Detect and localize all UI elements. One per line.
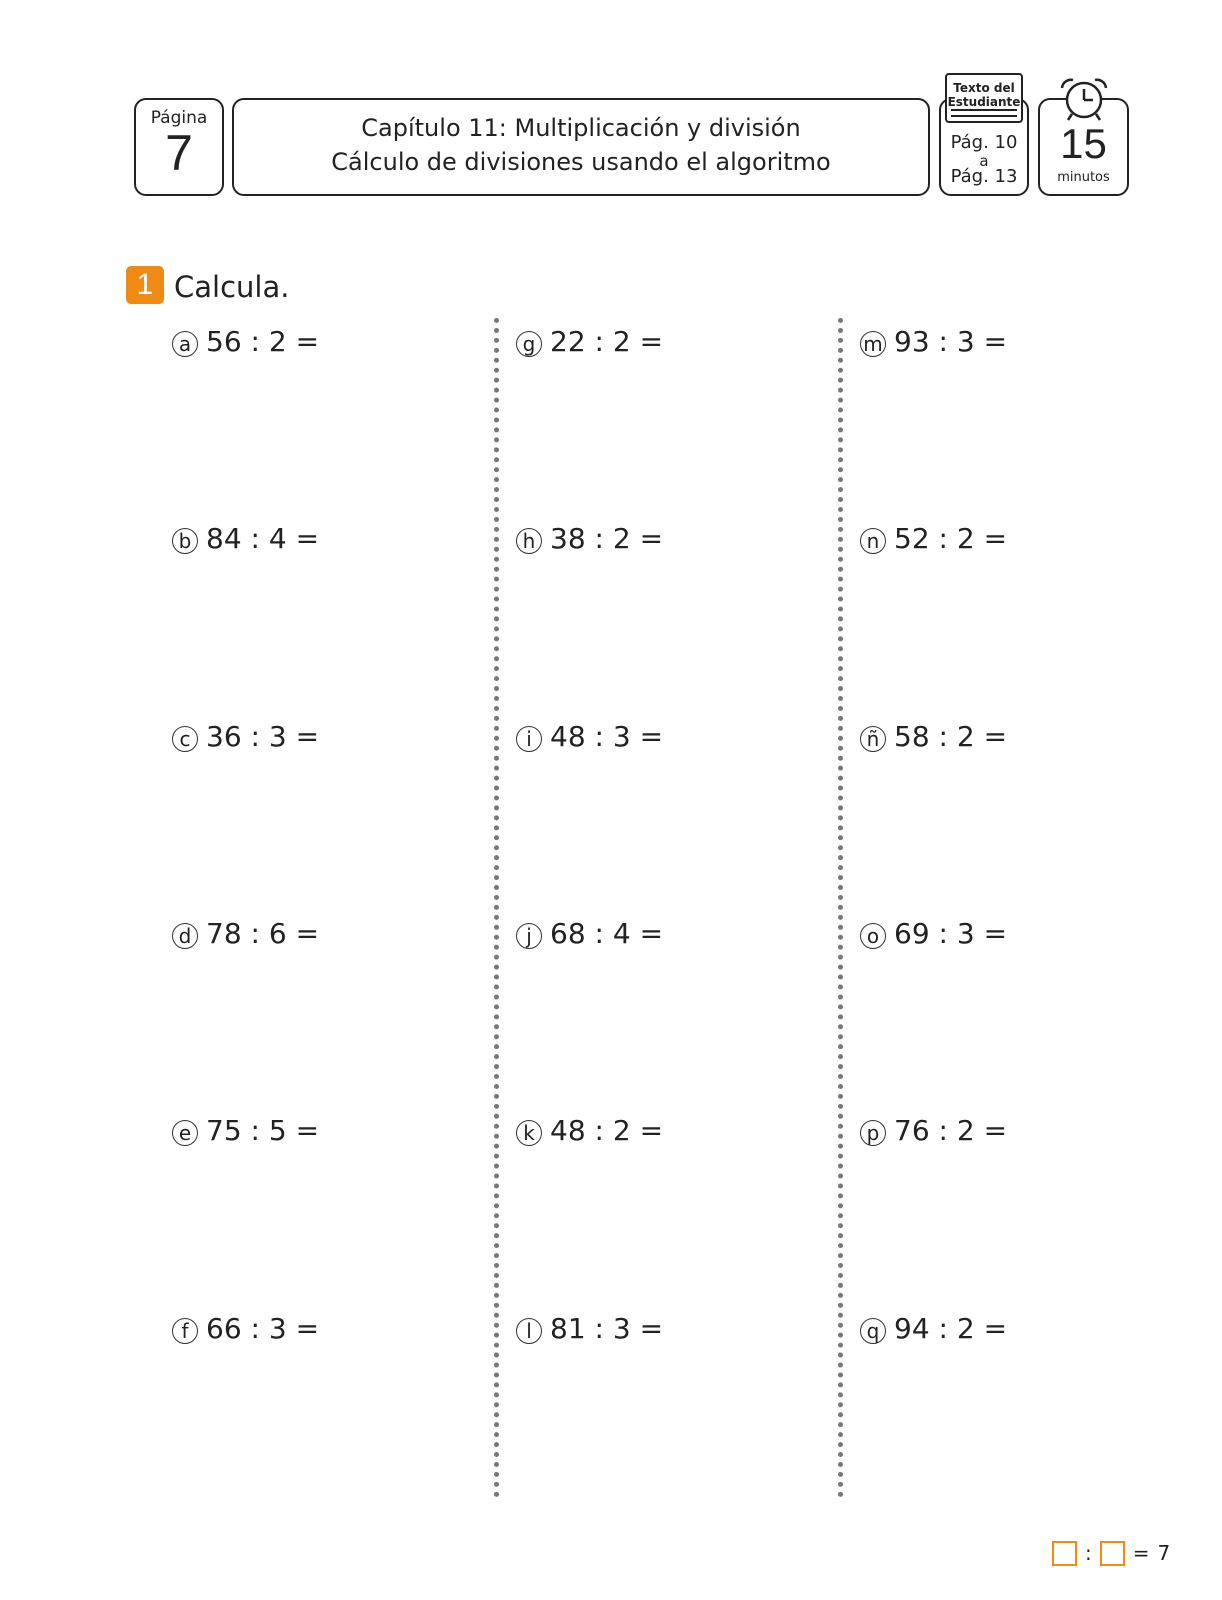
- exercise-item: [860, 913, 1007, 953]
- alarm-clock-icon: [1054, 76, 1114, 122]
- page-number-box: [134, 98, 224, 196]
- time-unit: minutos: [1057, 170, 1110, 185]
- exercise-expression: 69 : 3 =: [894, 916, 1008, 950]
- footer-result: 7: [1157, 1541, 1171, 1565]
- footer-equation: [1052, 1538, 1170, 1568]
- footer-colon: :: [1085, 1541, 1092, 1565]
- chapter-title: Capítulo 11: Multiplicación y división: [361, 114, 801, 142]
- question-number-badge: 1: [126, 266, 164, 304]
- exercise-item: [516, 321, 663, 361]
- exercise-expression: 58 : 2 =: [894, 719, 1008, 753]
- question-instruction: Calcula.: [174, 270, 290, 304]
- exercise-expression: 48 : 2 =: [550, 1113, 664, 1147]
- chapter-title-box: [232, 98, 930, 196]
- exercise-letter: k: [516, 1120, 542, 1146]
- lesson-title: Cálculo de divisiones usando el algoritmo: [331, 148, 831, 176]
- exercise-letter: n: [860, 528, 886, 554]
- exercise-item: [172, 1110, 319, 1150]
- exercise-item: [172, 518, 319, 558]
- exercise-item: [860, 716, 1007, 756]
- exercise-item: [860, 518, 1007, 558]
- exercise-item: [516, 518, 663, 558]
- exercise-item: [172, 716, 319, 756]
- page-label: Página: [150, 108, 208, 128]
- exercise-expression: 68 : 4 =: [550, 916, 664, 950]
- exercise-letter: b: [172, 528, 198, 554]
- exercise-expression: 93 : 3 =: [894, 324, 1008, 358]
- exercise-letter: o: [860, 923, 886, 949]
- column-divider: [494, 318, 499, 1498]
- exercise-expression: 22 : 2 =: [550, 324, 664, 358]
- footer-equals: =: [1132, 1541, 1150, 1565]
- exercise-item: [516, 716, 663, 756]
- exercise-item: [172, 1308, 319, 1348]
- textbook-label-line1: Texto del: [953, 81, 1015, 95]
- exercise-letter: m: [860, 331, 886, 357]
- exercise-expression: 52 : 2 =: [894, 521, 1008, 555]
- exercise-letter: g: [516, 331, 542, 357]
- exercise-letter: e: [172, 1120, 198, 1146]
- exercise-item: [516, 1110, 663, 1150]
- exercise-letter: l: [516, 1318, 542, 1344]
- exercise-item: [860, 321, 1007, 361]
- exercise-item: [516, 913, 663, 953]
- exercise-letter: ñ: [860, 726, 886, 752]
- exercise-letter: d: [172, 923, 198, 949]
- exercise-letter: p: [860, 1120, 886, 1146]
- exercise-expression: 56 : 2 =: [206, 324, 320, 358]
- page-number: 7: [165, 125, 193, 181]
- exercise-expression: 78 : 6 =: [206, 916, 320, 950]
- exercise-expression: 75 : 5 =: [206, 1113, 320, 1147]
- exercise-expression: 94 : 2 =: [894, 1311, 1008, 1345]
- exercise-expression: 36 : 3 =: [206, 719, 320, 753]
- exercise-expression: 76 : 2 =: [894, 1113, 1008, 1147]
- textbook-label-line2: Estudiante: [947, 95, 1021, 109]
- exercise-letter: i: [516, 726, 542, 752]
- exercise-letter: f: [172, 1318, 198, 1344]
- exercise-letter: j: [516, 923, 542, 949]
- exercise-expression: 38 : 2 =: [550, 521, 664, 555]
- time-value: 15: [1060, 120, 1107, 167]
- reference-to: Pág. 13: [950, 166, 1018, 187]
- exercise-item: [172, 913, 319, 953]
- reference-connector: a: [979, 152, 989, 170]
- answer-square-icon: [1052, 1541, 1077, 1566]
- exercise-letter: c: [172, 726, 198, 752]
- exercise-letter: q: [860, 1318, 886, 1344]
- answer-square-icon: [1100, 1541, 1125, 1566]
- reference-from: Pág. 10: [950, 132, 1018, 153]
- exercise-letter: a: [172, 331, 198, 357]
- exercise-item: [172, 321, 319, 361]
- exercise-expression: 66 : 3 =: [206, 1311, 320, 1345]
- exercise-expression: 81 : 3 =: [550, 1311, 664, 1345]
- textbook-icon: [945, 73, 1023, 123]
- exercise-expression: 84 : 4 =: [206, 521, 320, 555]
- exercise-item: [860, 1110, 1007, 1150]
- exercise-expression: 48 : 3 =: [550, 719, 664, 753]
- exercise-letter: h: [516, 528, 542, 554]
- exercise-item: [860, 1308, 1007, 1348]
- exercise-item: [516, 1308, 663, 1348]
- column-divider: [838, 318, 843, 1498]
